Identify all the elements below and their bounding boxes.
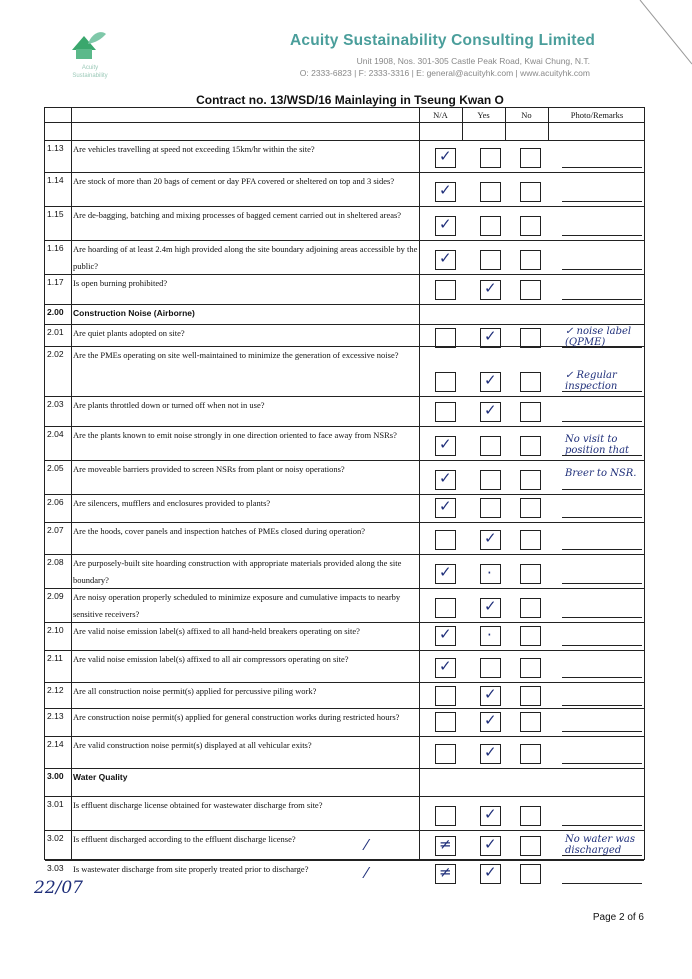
check-mark-icon: ✓ <box>439 657 452 675</box>
checkbox-no[interactable] <box>520 216 541 236</box>
page-number: Page 2 of 6 <box>592 912 644 923</box>
question-text: Is open burning prohibited? <box>73 278 168 288</box>
checkbox-no[interactable] <box>520 182 541 202</box>
strike-mark-icon: ≠ <box>439 835 452 853</box>
check-mark-icon: ✓ <box>439 147 452 165</box>
checkbox-no[interactable] <box>520 564 541 584</box>
checkbox-no[interactable] <box>520 806 541 826</box>
tick-dot-icon: · <box>487 626 492 644</box>
question-text: Are hoarding of at least 2.4m high provided along the site boundary adjoining areas accessible by the public? <box>73 244 418 271</box>
tick-dot-icon: · <box>487 564 492 582</box>
check-mark-icon: ✓ <box>484 327 497 345</box>
remarks-line <box>562 201 642 202</box>
checkbox-yes[interactable] <box>480 470 501 490</box>
scribble-mark-icon: ⁄ <box>365 836 368 854</box>
row-number: 1.15 <box>47 209 64 219</box>
check-mark-icon: ✓ <box>439 625 452 643</box>
checkbox-no[interactable] <box>520 280 541 300</box>
question-text: Are plants throttled down or turned off when not in use? <box>73 400 265 410</box>
row-number: 3.02 <box>47 833 64 843</box>
row-number: 2.07 <box>47 525 64 535</box>
row-number: 2.14 <box>47 739 64 749</box>
checkbox-yes[interactable] <box>480 182 501 202</box>
checkbox-no[interactable] <box>520 148 541 168</box>
row-number: 2.04 <box>47 429 64 439</box>
row-number: 2.11 <box>47 653 63 663</box>
question-text: Are stock of more than 20 bags of cement or day PFA covered or sheltered on top and 3 sides? <box>73 176 395 186</box>
checkbox-yes[interactable] <box>480 658 501 678</box>
company-contact: O: 2333-6823 | F: 2333-3316 | E: general@acuityhk.com | www.acuityhk.com <box>299 68 590 78</box>
question-text: Is effluent discharged according to the effluent discharge license? <box>73 834 296 844</box>
remarks-line <box>562 883 642 884</box>
check-mark-icon: ✓ <box>439 563 452 581</box>
checkbox-no[interactable] <box>520 530 541 550</box>
col-header-remarks: Photo/Remarks <box>570 110 624 120</box>
col-header-yes: Yes <box>477 110 490 120</box>
checkbox-no[interactable] <box>520 658 541 678</box>
check-mark-icon: ✓ <box>439 249 452 267</box>
company-logo <box>62 20 124 80</box>
row-number: 2.08 <box>47 557 64 567</box>
remarks-line <box>562 677 642 678</box>
row-number: 3.00 <box>47 771 64 781</box>
checkbox-no[interactable] <box>520 598 541 618</box>
row-number: 2.06 <box>47 497 64 507</box>
checkbox-yes[interactable] <box>480 498 501 518</box>
handwritten-remark: ✓ Regular inspection <box>565 370 618 392</box>
question-text: Are silencers, mufflers and enclosures provided to plants? <box>73 498 271 508</box>
check-mark-icon: ✓ <box>484 529 497 547</box>
check-mark-icon: ✓ <box>439 215 452 233</box>
checkbox-na[interactable] <box>435 712 456 732</box>
question-text: Are the hoods, cover panels and inspection hatches of PMEs closed during operation? <box>73 526 365 536</box>
handwritten-remark: No water was discharged <box>565 834 636 856</box>
remarks-line <box>562 617 642 618</box>
checkbox-na[interactable] <box>435 744 456 764</box>
checkbox-na[interactable] <box>435 402 456 422</box>
row-number: 1.16 <box>47 243 64 253</box>
checkbox-no[interactable] <box>520 836 541 856</box>
checkbox-no[interactable] <box>520 372 541 392</box>
company-name: Acuity Sustainability Consulting Limited <box>290 32 596 49</box>
question-text: Are the plants known to emit noise strongly in one direction oriented to face away from NSRs? <box>73 430 397 440</box>
remarks-line <box>562 299 642 300</box>
section-heading: Construction Noise (Airborne) <box>73 308 195 318</box>
remarks-line <box>562 167 642 168</box>
svg-text:Sustainability: Sustainability <box>72 73 108 79</box>
checkbox-na[interactable] <box>435 372 456 392</box>
row-number: 3.03 <box>47 863 64 873</box>
question-text: Are valid noise emission label(s) affixed to all hand-held breakers operating on site? <box>73 626 360 636</box>
row-number: 2.09 <box>47 591 64 601</box>
check-mark-icon: ✓ <box>439 435 452 453</box>
checkbox-no[interactable] <box>520 250 541 270</box>
question-text: Are moveable barriers provided to screen NSRs from plant or noisy operations? <box>73 464 345 474</box>
question-text: Are all construction noise permit(s) applied for percussive piling work? <box>73 686 317 696</box>
row-number: 2.02 <box>47 349 64 359</box>
remarks-line <box>562 763 642 764</box>
checklist-table <box>44 107 645 882</box>
check-mark-icon: ✓ <box>484 835 497 853</box>
checkbox-no[interactable] <box>520 744 541 764</box>
check-mark-icon: ✓ <box>484 279 497 297</box>
row-number: 3.01 <box>47 799 64 809</box>
checkbox-no[interactable] <box>520 402 541 422</box>
row-number: 1.17 <box>47 277 64 287</box>
checkbox-na[interactable] <box>435 806 456 826</box>
question-text: Are purposely-built site hoarding construction with appropriate materials provided along the site boundary? <box>73 558 402 585</box>
checkbox-no[interactable] <box>520 328 541 348</box>
col-divider <box>419 108 420 859</box>
check-mark-icon: ✓ <box>484 685 497 703</box>
row-number: 2.01 <box>47 327 64 337</box>
question-text: Is effluent discharge license obtained for wastewater discharge from site? <box>73 800 323 810</box>
handwritten-date: 22/07 <box>34 878 83 898</box>
handwritten-remark: No visit to position that <box>565 434 630 456</box>
check-mark-icon: ✓ <box>484 863 497 881</box>
row-number: 2.12 <box>47 685 64 695</box>
checkbox-na[interactable] <box>435 530 456 550</box>
checkbox-yes[interactable] <box>480 250 501 270</box>
row-number: 1.14 <box>47 175 64 185</box>
row-number: 2.05 <box>47 463 64 473</box>
checkbox-na[interactable] <box>435 328 456 348</box>
remarks-line <box>562 731 642 732</box>
row-number: 2.00 <box>47 307 64 317</box>
checkbox-no[interactable] <box>520 498 541 518</box>
check-mark-icon: ✓ <box>484 371 497 389</box>
row-number: 1.13 <box>47 143 64 153</box>
col-header-na: N/A <box>433 110 448 120</box>
row-divider <box>45 122 644 123</box>
question-text: Are de-bagging, batching and mixing processes of bagged cement carried out in sheltered areas? <box>73 210 402 220</box>
check-mark-icon: ✓ <box>484 401 497 419</box>
question-text: Are construction noise permit(s) applied for general construction works during restricted hours? <box>73 712 400 722</box>
checkbox-no[interactable] <box>520 436 541 456</box>
remarks-line <box>562 583 642 584</box>
question-text: Are valid construction noise permit(s) displayed at all vehicular exits? <box>73 740 312 750</box>
col-divider <box>71 108 72 859</box>
row-number: 2.03 <box>47 399 64 409</box>
strike-mark-icon: ≠ <box>439 863 452 881</box>
checkbox-na[interactable] <box>435 598 456 618</box>
scribble-mark-icon: ⁄ <box>365 864 368 882</box>
check-mark-icon: ✓ <box>484 743 497 761</box>
checkbox-no[interactable] <box>520 864 541 884</box>
remarks-line <box>562 269 642 270</box>
checkbox-no[interactable] <box>520 712 541 732</box>
section-heading: Water Quality <box>73 772 128 782</box>
check-mark-icon: ✓ <box>484 711 497 729</box>
question-text: Are the PMEs operating on site well-maintained to minimize the generation of excessive noise? <box>73 350 399 360</box>
checkbox-yes[interactable] <box>480 216 501 236</box>
checkbox-no[interactable] <box>520 686 541 706</box>
row-number: 2.10 <box>47 625 64 635</box>
question-text: Are vehicles travelling at speed not exceeding 15km/hr within the site? <box>73 144 315 154</box>
remarks-line <box>562 235 642 236</box>
checkbox-no[interactable] <box>520 470 541 490</box>
handwritten-remark: Breer to NSR. <box>565 468 637 479</box>
row-number: 2.13 <box>47 711 64 721</box>
question-text: Is wastewater discharge from site properly treated prior to discharge? <box>73 864 309 874</box>
check-mark-icon: ✓ <box>439 497 452 515</box>
checkbox-yes[interactable] <box>480 148 501 168</box>
checkbox-no[interactable] <box>520 626 541 646</box>
checkbox-na[interactable] <box>435 280 456 300</box>
checkbox-yes[interactable] <box>480 436 501 456</box>
handwritten-remark: ✓ noise label (QPME) <box>565 326 632 348</box>
remarks-line <box>562 421 642 422</box>
svg-text:Acuity: Acuity <box>81 65 99 71</box>
remarks-line <box>562 645 642 646</box>
question-text: Are quiet plants adopted on site? <box>73 328 185 338</box>
remarks-line <box>562 705 642 706</box>
check-mark-icon: ✓ <box>439 469 452 487</box>
checkbox-na[interactable] <box>435 686 456 706</box>
scan-edge-line <box>632 0 692 70</box>
contract-title: Contract no. 13/WSD/16 Mainlaying in Tseung Kwan O <box>196 93 504 107</box>
remarks-line <box>562 489 642 490</box>
check-mark-icon: ✓ <box>484 805 497 823</box>
check-mark-icon: ✓ <box>484 597 497 615</box>
check-mark-icon: ✓ <box>439 181 452 199</box>
col-header-no: No <box>521 110 532 120</box>
company-address: Unit 1908, Nos. 301-305 Castle Peak Road, Kwai Chung, N.T. <box>356 56 590 66</box>
question-text: Are noisy operation properly scheduled to minimize exposure and cumulative impacts to nearby sensitive receivers? <box>73 592 401 619</box>
question-text: Are valid noise emission label(s) affixed to all air compressors operating on site? <box>73 654 349 664</box>
remarks-line <box>562 517 642 518</box>
remarks-line <box>562 549 642 550</box>
remarks-line <box>562 825 642 826</box>
